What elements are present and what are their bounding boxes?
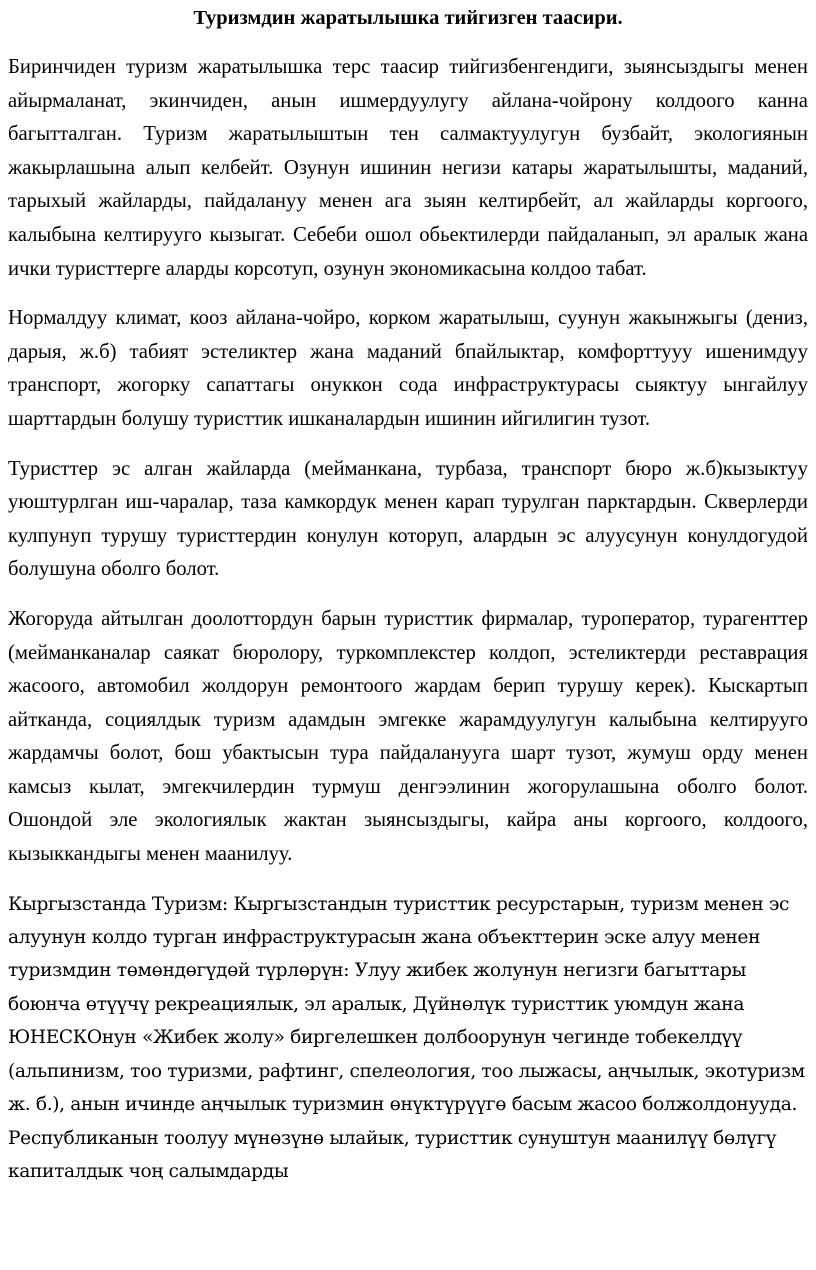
paragraph-2: Нормалдуу климат, кооз айлана-чойро, корком жаратылыш, суунун жакынжыгы (дениз, дарыя, ж.б) табият эстеликтер жана маданий бпайлыктар, комфорттууу ишенимдуу транспорт, жогорку сапаттагы онуккон сода инфраструктурасы сыяктуу ынгайлуу шарттардын болушу туристтик ишканалардын ишинин ийгилигин тузот. bbox=[8, 307, 808, 430]
paragraph-3: Туристтер эс алган жайларда (мейманкана, турбаза, транспорт бюро ж.б)кызыктуу уюштурлган иш-чаралар, таза камкордук менен карап турулган парктардын. Скверлерди кулпунуп турушу туристтердин конулун которуп, алардын эс алуусунун конулдогудой болушуна оболго болот. bbox=[8, 457, 808, 581]
paragraph-5: Кыргызстанда Туризм: Кыргызстандын туристтик ресурстарын, туризм менен эс алуунун колдо турган инфраструктурасын жана объекттерин эске алуу менен туризмдин төмөндөгүдөй түрлөрүн: Улуу жибек жолунун негизги багыттары боюнча өтүүчү рекреациялык, эл аралык, Дүйнөлүк туристтик уюмдун жана ЮНЕСКОнун «Жибек жолу» биргелешкен долбоорунун чегинде тобекелдүү (альпинизм, тоо туризми, рафтинг, спелеология, тоо лыжасы, аңчылык, экотуризм ж. б.), анын ичинде аңчылык туризмин өнүктүрүүгө басым жасоо болжолдонууда. Республиканын тоолуу мүнөзүнө ылайык, туристтик сунуштун маанилүү бөлүгү капиталдык чоң салымдарды bbox=[8, 893, 805, 1182]
document-title: Туризмдин жаратылышка тийгизген таасири. bbox=[193, 7, 623, 29]
paragraph-1: Биринчиден туризм жаратылышка терс таасир тийгизбенгендиги, зыянсыздыгы менен айырмаланат, экинчиден, анын ишмердуулугу айлана-чойрону колдоого канна багытталган. Туризм жаратылыштын тен салмактуулугун бузбайт, экологиянын жакырлашына алып келбейт. Озунун ишинин негизи катары жаратылышты, маданий, тарыхый жайларды, пайдалануу менен ага зыян келтирбейт, ал жайларды коргоого, калыбына келтирууго кызыгат. Себеби ошол обьектилерди пайдаланып, эл аралык жана ички туристтерге аларды корсотуп, озунун экономикасына колдоо табат. bbox=[8, 56, 808, 280]
paragraph-4: Жогоруда айтылган доолоттордун барын туристтик фирмалар, туроператор, турагенттер (мейманканалар саякат бюролору, туркомплекстер колдоп, эстеликтерди реставрация жасоого, автомобил жолдорун ремонтоого жардам берип турушу керек). Кыскартып айтканда, социялдык туризм адамдын эмгекке жарамдуулугун калыбына келтирууго жардамчы болот, бош убактысын тура пайдаланууга шарт тузот, жумуш орду менен камсыз кылат, эмгекчилердин турмуш денгээлинин жогорулашына оболго болот. Ошондой эле экологиялык жактан зыянсыздыгы, кайра аны коргоого, колдоого, кызыккандыгы менен маанилуу. bbox=[8, 607, 808, 866]
